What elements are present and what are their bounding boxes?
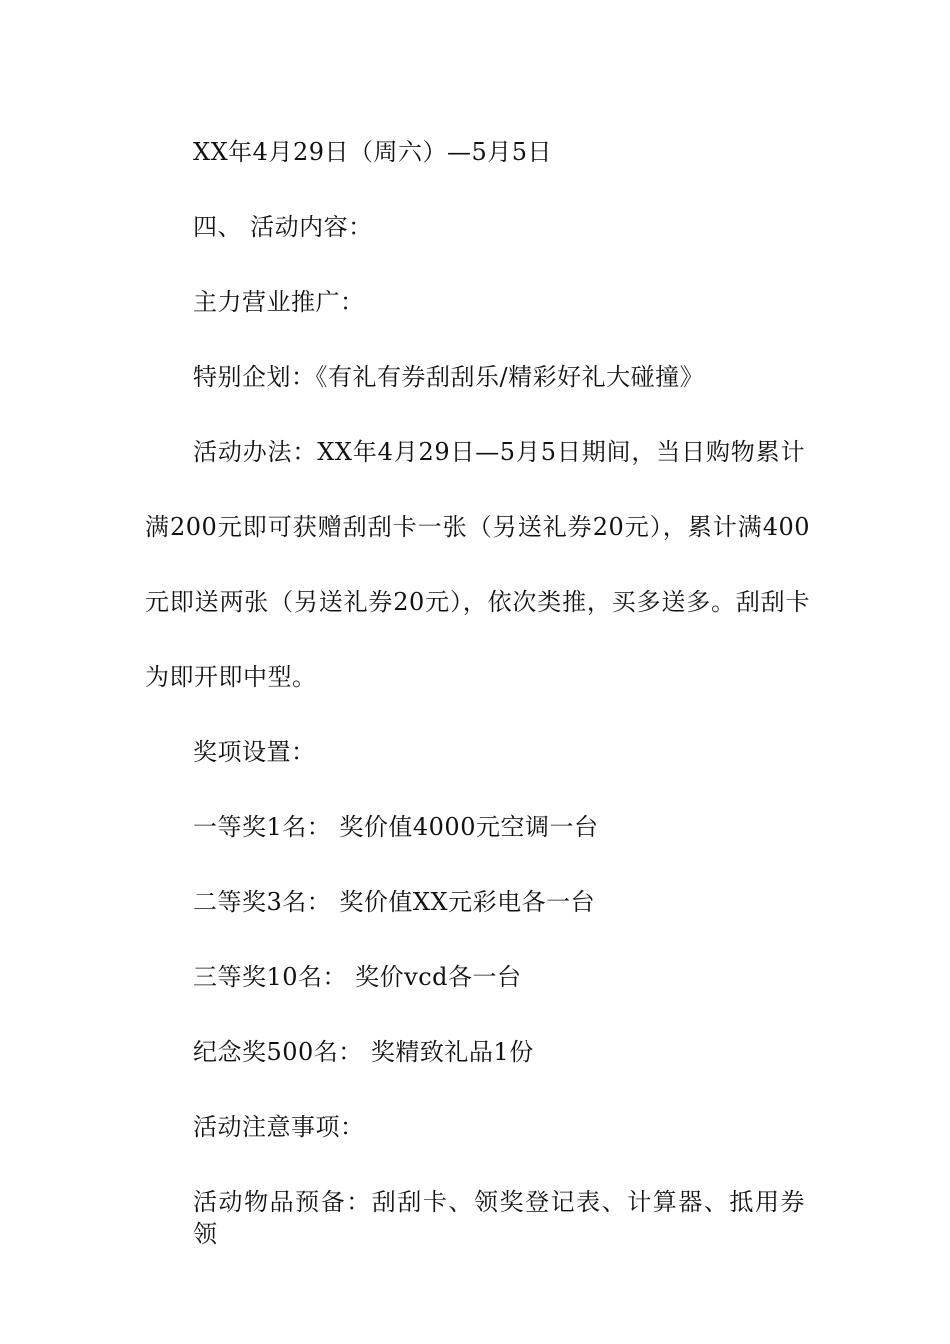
special-plan-line: 特别企划：《有礼有券刮刮乐/精彩好礼大碰撞》	[193, 363, 705, 391]
date-range-line: XX年4月29日（周六）—5月5日	[193, 138, 553, 166]
prize-settings-heading: 奖项设置：	[193, 738, 316, 766]
souvenir-prize-line: 纪念奖500名： 奖精致礼品1份	[193, 1038, 534, 1066]
activity-method-line-4: 为即开即中型。	[145, 663, 317, 691]
main-promotion-heading: 主力营业推广：	[193, 288, 365, 316]
first-prize-line: 一等奖1名： 奖价值4000元空调一台	[193, 813, 599, 841]
third-prize-line: 三等奖10名： 奖价vcd各一台	[193, 963, 522, 991]
activity-method-line-3: 元即送两张（另送礼券20元），依次类推，买多送多。刮刮卡	[145, 588, 810, 616]
activity-method-line-2: 满200元即可获赠刮刮卡一张（另送礼券20元），累计满400	[145, 513, 810, 541]
activity-supplies-line: 活动物品预备：刮刮卡、领奖登记表、计算器、抵用券领	[193, 1188, 805, 1248]
second-prize-line: 二等奖3名： 奖价值XX元彩电各一台	[193, 888, 596, 916]
activity-notes-heading: 活动注意事项：	[193, 1113, 365, 1141]
activity-method-line-1: 活动办法：XX年4月29日—5月5日期间，当日购物累计	[193, 438, 805, 466]
section-heading-activity-content: 四、 活动内容：	[193, 213, 373, 241]
